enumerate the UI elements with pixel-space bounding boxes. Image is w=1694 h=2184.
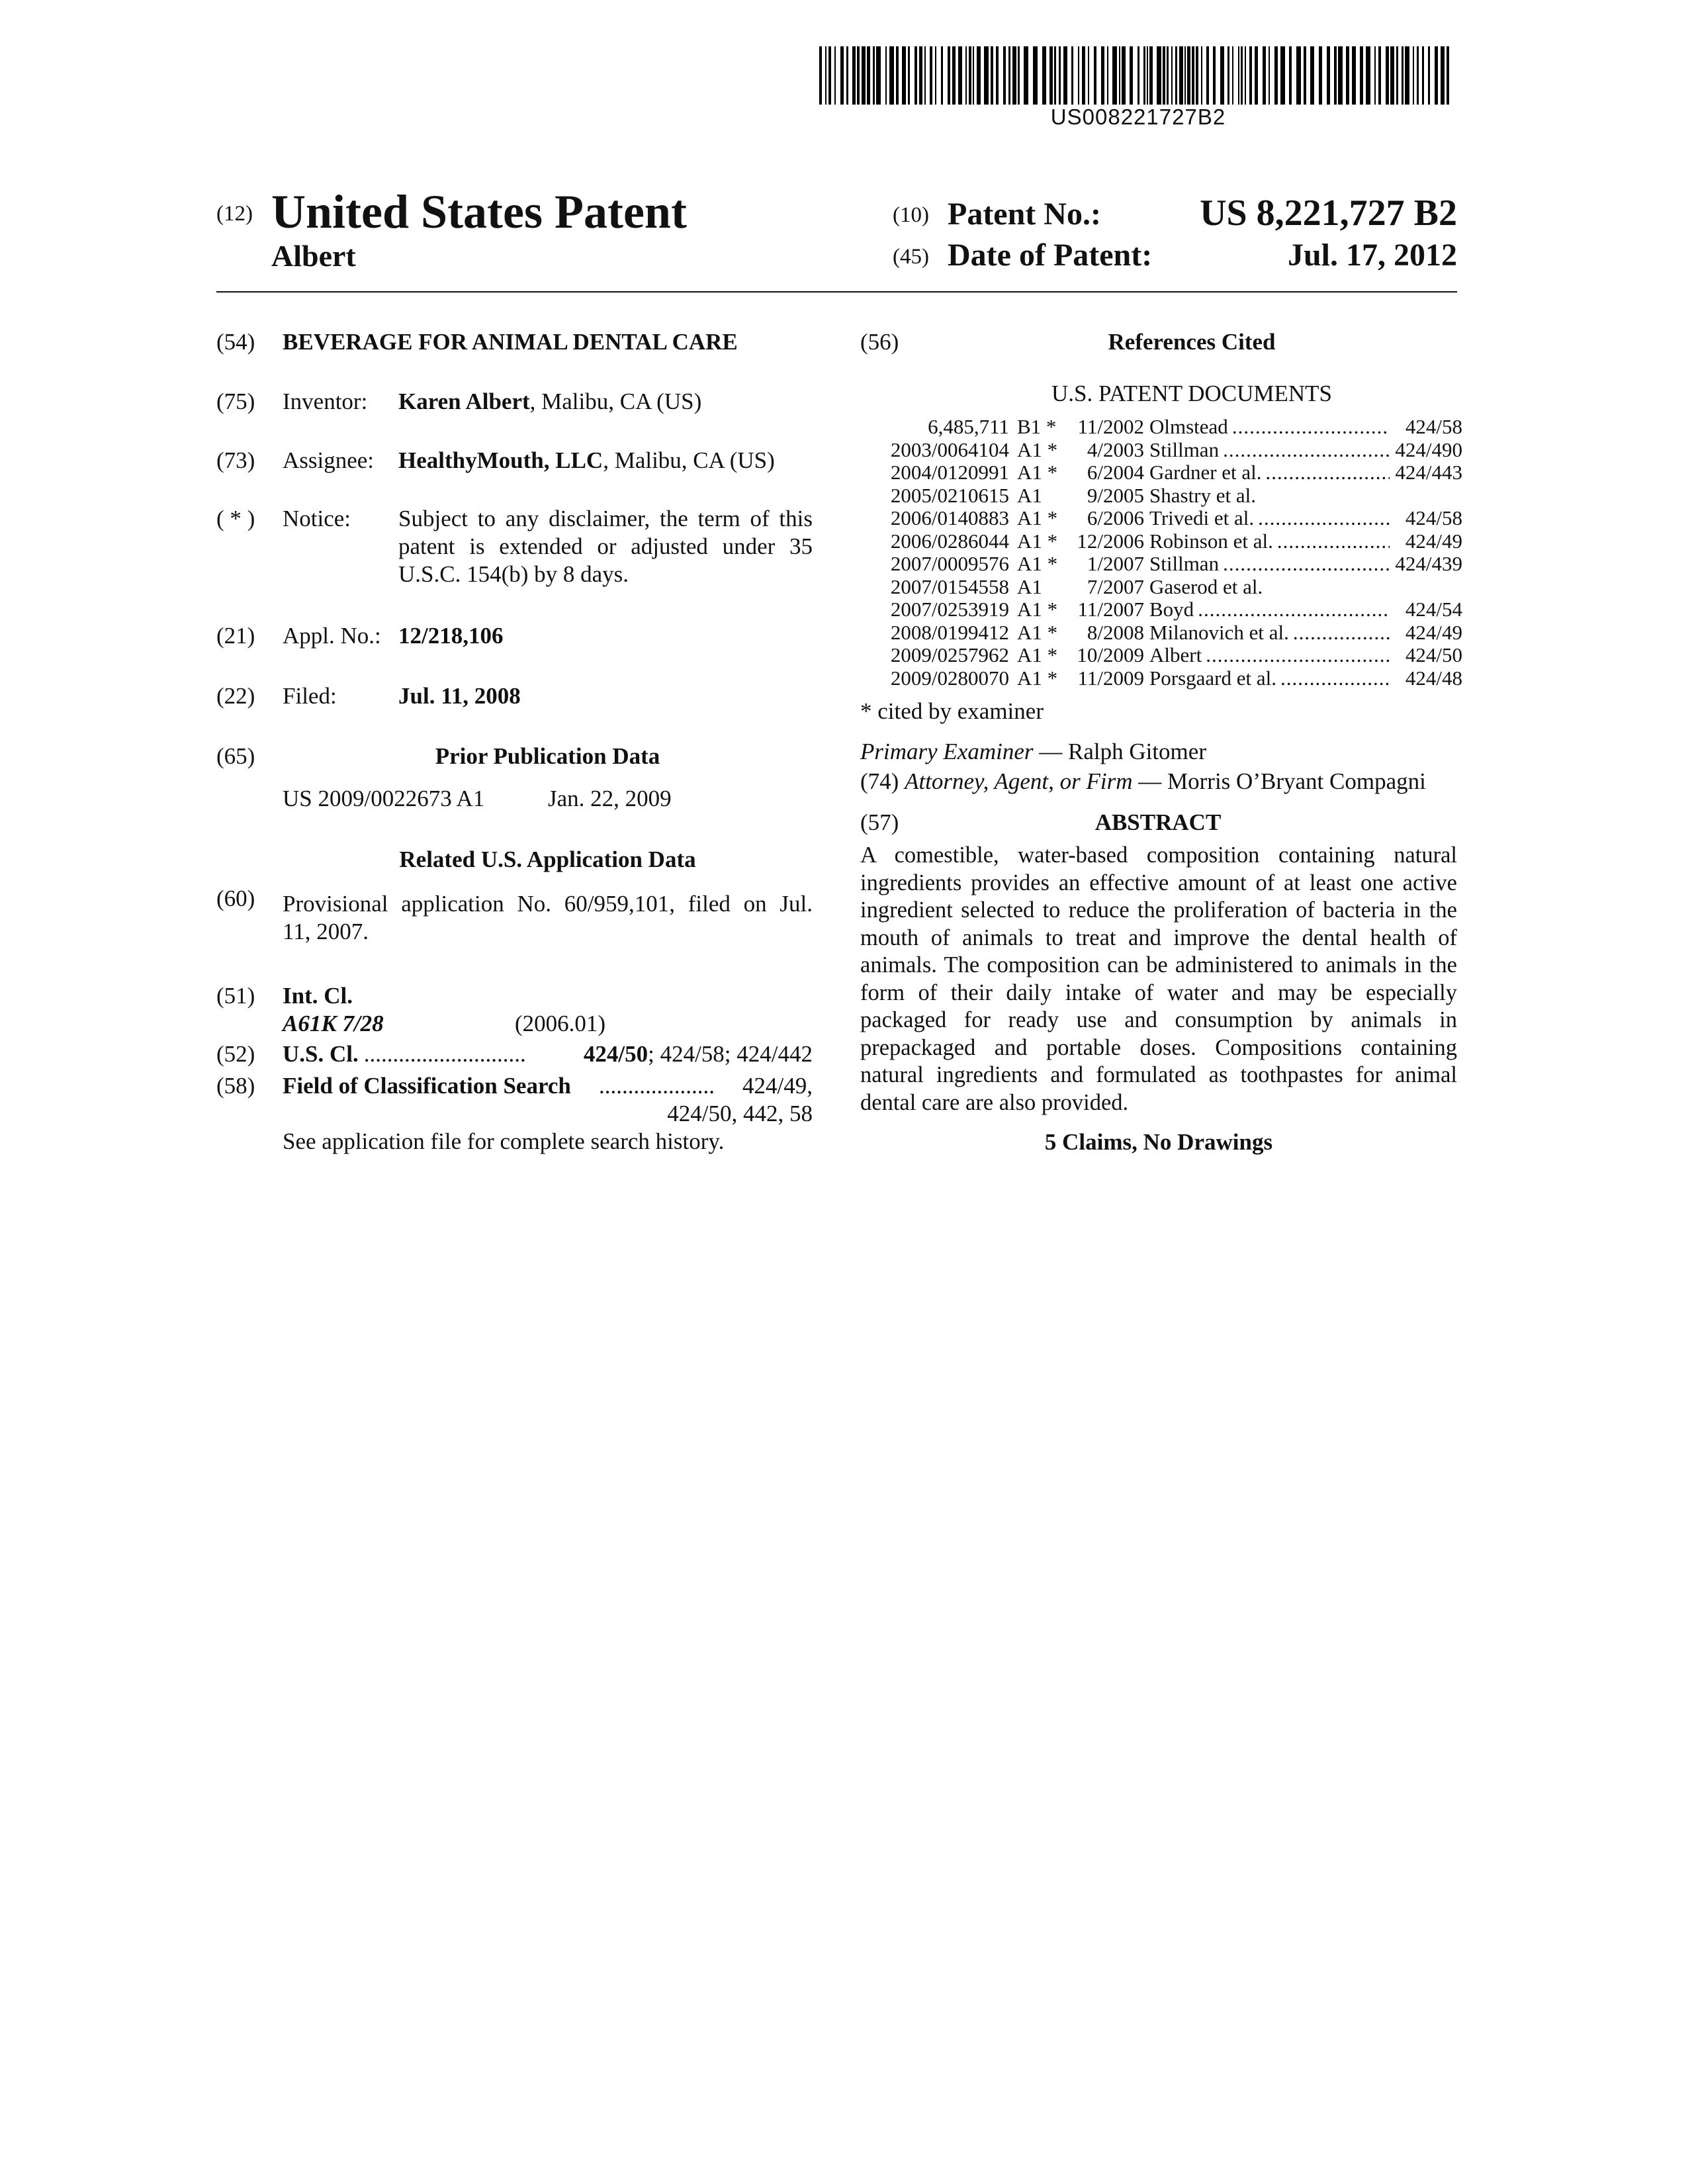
reference-kind: A1 * [1017,437,1058,461]
barcode-bar [862,46,866,105]
barcode-bar [1213,46,1216,105]
reference-name: Olmstead [1149,416,1228,438]
barcode-bar [1175,46,1177,105]
barcode-bar [1137,46,1139,105]
barcode-bar [1018,46,1020,105]
barcode-bar [924,46,926,105]
reference-date: 8/2008 [1087,620,1144,644]
reference-leader [1194,598,1390,621]
document-title: United States Patent [271,185,687,238]
reference-number: 6,485,711 [928,415,1009,438]
barcode-bar [1042,46,1046,105]
provisional-line-1: Provisional application No. 60/959,101, filed on Jul. [283,891,813,917]
prior-publication-number: US 2009/0022673 A1 [283,786,485,811]
barcode-bar [984,46,989,105]
attorney-label: Attorney, Agent, or Firm [905,768,1133,794]
claims-summary: 5 Claims, No Drawings [1044,1129,1273,1155]
barcode-bar [948,46,950,105]
barcode-bar [1441,46,1445,105]
us-cl-main: 424/50 [583,1041,648,1067]
reference-row [860,621,1462,645]
reference-row [860,416,1462,439]
inid-code-21: (21) [216,623,255,649]
barcode-bar [1428,46,1430,105]
barcode-bar [969,46,971,105]
inid-code-51: (51) [216,983,255,1009]
barcode-bar [885,46,887,105]
barcode-bar [1338,46,1343,105]
inid-code-56: (56) [860,329,899,355]
reference-date: 11/2007 [1077,598,1144,621]
attorney-value: — Morris O’Bryant Compagni [1132,768,1426,794]
provisional-line-2: 11, 2007. [283,919,369,944]
assignee-name: HealthyMouth, LLC [398,447,603,473]
inid-code-45: (45) [893,245,929,269]
primary-examiner-name: — Ralph Gitomer [1033,739,1206,764]
reference-date: 7/2007 [1087,574,1144,598]
notice-line-1: Subject to any disclaimer, the term of this [398,506,813,531]
reference-row [860,576,1462,599]
reference-number: 2008/0199412 [890,620,1009,644]
reference-name-cell [1149,507,1462,530]
assignee-label: Assignee: [283,447,375,473]
reference-kind: A1 [1017,483,1042,507]
field-search-leader: .................... [598,1073,715,1099]
reference-class: 424/443 [1395,461,1462,484]
barcode-bar [1187,46,1190,105]
barcode-bar [1167,46,1169,105]
reference-kind: A1 * [1017,643,1058,666]
barcode-bar [1049,46,1053,105]
barcode-bar [896,46,899,105]
reference-row [860,484,1462,508]
barcode-bar [1245,46,1246,105]
reference-kind: A1 * [1017,598,1058,621]
reference-kind: A1 * [1017,666,1058,690]
barcode-bar [1033,46,1038,105]
reference-date: 11/2002 [1077,415,1144,438]
reference-date: 6/2006 [1087,506,1144,529]
notice-label: Notice: [283,506,351,531]
int-cl-class: A61K 7/28 [283,1011,384,1036]
reference-name-cell [1149,439,1462,462]
reference-name: Trivedi et al. [1149,507,1255,529]
reference-row [860,530,1462,553]
barcode-bar [1310,46,1314,105]
barcode-bar [1192,46,1194,105]
reference-row [860,553,1462,576]
barcode-bar [1119,46,1120,105]
reference-row [860,461,1462,484]
barcode-bar [852,46,856,105]
reference-number: 2006/0286044 [890,529,1009,553]
barcode-bar [996,46,999,105]
barcode-bar [973,46,974,105]
reference-row [860,507,1462,530]
barcode-bar [834,46,836,105]
reference-name: Gaserod et al. [1149,575,1263,598]
inid-code-74: (74) [860,768,899,794]
barcode-bar [1206,46,1209,105]
header-divider [216,291,1457,293]
reference-class: 424/49 [1405,621,1462,644]
primary-examiner [860,738,1206,766]
barcode-bar [958,46,962,105]
reference-leader [1289,621,1390,645]
barcode-bar [846,46,848,105]
reference-number: 2006/0140883 [890,506,1009,529]
cited-by-examiner-note: * cited by examiner [860,698,1044,724]
reference-leader [1273,530,1390,553]
barcode-bar [914,46,917,105]
inid-code-10: (10) [893,203,929,227]
field-search-line [283,1072,813,1100]
barcode-bar [1390,46,1394,105]
filed-label: Filed: [283,683,337,709]
barcode-number: US008221727B2 [1050,105,1226,129]
barcode-bar [1196,46,1198,105]
abstract-text: A comestible, water-based composition containing natural ingredients provides an effective amount of at least one active ingredient selected to reduce the proliferation of bacteria in the mouth of animals to treat and improve the dental health of animals. The composition can be administered to animals in the form of their daily intake of water and may be especially packaged for ready use and consumption by animals in prepackaged and portable doses. Compositions containing natural ingredients and formulated as toothpastes for animal dental care are also provided. [860,842,1457,1115]
assignee-place: , Malibu, CA (US) [603,447,775,473]
reference-kind: A1 * [1017,506,1058,529]
inid-code-57: (57) [860,809,899,835]
reference-leader [1202,644,1390,667]
reference-date: 9/2005 [1087,483,1144,507]
reference-number: 2003/0064104 [890,437,1009,461]
barcode-bar [1088,46,1089,105]
reference-leader [1262,461,1390,484]
barcode-bar [1319,46,1322,105]
reference-number: 2007/0009576 [890,552,1009,575]
barcode-bar [1054,46,1056,105]
reference-kind: A1 * [1017,620,1058,644]
field-search-value-2: 424/50, 442, 58 [667,1101,813,1126]
barcode-bar [1012,46,1016,105]
reference-number: 2009/0257962 [890,643,1009,666]
reference-name-cell [1149,461,1462,484]
barcode-bar [1094,46,1096,105]
reference-date: 6/2004 [1087,461,1144,484]
primary-examiner-label: Primary Examiner [860,739,1034,764]
barcode-bar [1112,46,1117,105]
barcode-bar [857,46,860,105]
barcode-bar [1220,46,1224,105]
reference-date: 4/2003 [1087,437,1144,461]
barcode-bar [1232,46,1233,105]
barcode-bar [1366,46,1370,105]
int-cl-year: (2006.01) [515,1011,606,1036]
reference-number: 2007/0253919 [890,598,1009,621]
invention-title: BEVERAGE FOR ANIMAL DENTAL CARE [283,329,738,355]
barcode-bar [867,46,870,105]
barcode-bar [930,46,932,105]
barcode-bar [1082,46,1085,105]
barcode-bar [1130,46,1133,105]
barcode-bar [1179,46,1183,105]
barcode-bar [965,46,967,105]
barcode-bar [1263,46,1266,105]
reference-name: Stillman [1149,553,1220,575]
barcode-bar [1059,46,1061,105]
reference-class: 424/48 [1405,666,1462,690]
references-table [860,416,1462,690]
barcode-bar [1405,46,1409,105]
date-of-patent: Jul. 17, 2012 [1287,238,1457,273]
barcode-bar [1063,46,1067,105]
inid-code-52: (52) [216,1041,255,1067]
barcode-bar [825,46,826,105]
inid-code-54: (54) [216,329,255,355]
reference-name-cell [1149,598,1462,621]
barcode-bar [902,46,906,105]
reference-leader [1254,507,1390,530]
reference-name: Porsgaard et al. [1149,666,1276,690]
barcode-bar [1274,46,1278,105]
barcode-bar [1149,46,1153,105]
barcode-bar [1296,46,1301,105]
barcode-bar [1280,46,1285,105]
inid-code-73: (73) [216,447,255,473]
barcode-bar [1163,46,1165,105]
barcode-bar [1447,46,1449,105]
reference-name-cell [1149,530,1462,553]
inventor-place: , Malibu, CA (US) [529,388,702,414]
barcode-bar [1402,46,1404,105]
barcode-bar [1255,46,1258,105]
reference-name: Shastry et al. [1149,484,1256,507]
reference-name: Gardner et al. [1149,461,1262,484]
reference-number: 2009/0280070 [890,666,1009,690]
inid-code-22: (22) [216,683,255,709]
barcode-bar [1386,46,1389,105]
inid-code-75: (75) [216,388,255,414]
field-search-note: See application file for complete search history. [283,1128,725,1154]
reference-row [860,598,1462,621]
inventor-label: Inventor: [283,388,368,414]
barcode-bar [889,46,894,105]
barcode-bar [1122,46,1126,105]
reference-number: 2005/0210615 [890,483,1009,507]
barcode-bar [1238,46,1239,105]
reference-class: 424/54 [1405,598,1462,621]
us-cl-label: U.S. Cl. [283,1041,359,1067]
barcode-bar [977,46,981,105]
reference-row [860,667,1462,690]
reference-name-cell [1149,644,1462,667]
reference-class: 424/58 [1405,507,1462,529]
reference-name: Albert [1149,644,1202,666]
patent-number: US 8,221,727 B2 [1200,193,1457,234]
reference-number: 2004/0120991 [890,461,1009,484]
appl-no-label: Appl. No.: [283,623,381,649]
notice-line-2: patent is extended or adjusted under 35 [398,533,813,559]
barcode-bar [840,46,844,105]
barcode-bar [1422,46,1424,105]
barcode-bar [1101,46,1104,105]
barcode-bar [1107,46,1108,105]
barcode-bar [1157,46,1161,105]
reference-name-cell [1149,576,1462,599]
date-of-patent-label: Date of Patent: [948,238,1153,273]
reference-class: 424/49 [1405,529,1462,553]
first-inventor-surname: Albert [271,239,356,273]
barcode-bar [1071,46,1073,105]
reference-leader [1219,439,1390,462]
related-application-heading: Related U.S. Application Data [399,846,696,872]
barcode-bar [828,46,831,105]
assignee-value [398,447,775,475]
barcode-bar [1143,46,1145,105]
inid-code-60: (60) [216,886,255,911]
inventor-value [398,388,701,416]
barcode-bar [1024,46,1028,105]
barcode-bar [1378,46,1381,105]
barcode-bar [1241,46,1243,105]
barcode-bar [1304,46,1306,105]
barcode-bar [1184,46,1186,105]
barcode-bar [1435,46,1438,105]
us-patent-documents-heading: U.S. PATENT DOCUMENTS [1051,381,1332,406]
barcode-bar [1374,46,1376,105]
prior-publication-heading: Prior Publication Data [435,743,660,769]
attorney-line [860,768,1426,796]
reference-name-cell [1149,553,1462,576]
barcode-bar [1249,46,1252,105]
barcode-bar [1147,46,1148,105]
reference-leader [1228,416,1390,439]
barcode-bar [908,46,910,105]
reference-number: 2007/0154558 [890,574,1009,598]
reference-name: Stillman [1149,438,1220,461]
barcode-bar [952,46,956,105]
prior-publication-date: Jan. 22, 2009 [548,786,672,811]
patent-number-label: Patent No.: [948,197,1101,232]
references-heading: References Cited [1108,329,1276,355]
appl-no-value: 12/218,106 [398,623,504,649]
field-search-value-1: 424/49, [742,1073,813,1099]
notice-code: ( * ) [216,506,255,531]
field-search-label: Field of Classification Search [283,1073,571,1099]
reference-class: 424/439 [1395,553,1462,575]
barcode-bar [1352,46,1356,105]
barcode-bar [873,46,875,105]
inid-code-65: (65) [216,743,255,769]
reference-name: Robinson et al. [1149,529,1273,553]
abstract-heading: ABSTRACT [1094,809,1222,835]
barcode-bar [1003,46,1006,105]
barcode-bar [1201,46,1202,105]
inid-code-12: (12) [216,202,253,226]
barcode-bar [1078,46,1079,105]
barcode-bar [1269,46,1270,105]
reference-name: Boyd [1149,598,1194,621]
barcode-bar [1413,46,1414,105]
reference-date: 10/2009 [1077,643,1144,666]
barcode-bar [919,46,922,105]
reference-date: 12/2006 [1077,529,1144,553]
reference-class: 424/58 [1405,416,1462,438]
reference-kind: A1 * [1017,552,1058,575]
barcode-bar [819,46,822,105]
reference-kind: A1 [1017,574,1042,598]
reference-row [860,644,1462,667]
reference-leader [1219,553,1390,576]
notice-line-3: U.S.C. 154(b) by 8 days. [398,561,629,587]
barcode-bar [1346,46,1349,105]
reference-kind: B1 * [1017,415,1057,438]
inid-code-58: (58) [216,1073,255,1099]
reference-row [860,439,1462,462]
filed-value: Jul. 11, 2008 [398,683,521,709]
barcode-bar [1396,46,1398,105]
barcode-bar [1008,46,1010,105]
barcode-bar [876,46,881,105]
reference-date: 1/2007 [1087,552,1144,575]
barcode-bar [991,46,993,105]
reference-kind: A1 * [1017,461,1058,484]
inventor-name: Karen Albert [398,388,530,414]
barcode [819,46,1457,105]
barcode-bar [935,46,936,105]
reference-kind: A1 * [1017,529,1058,553]
us-cl-leader: ............................ [363,1041,526,1067]
barcode-bar [1289,46,1292,105]
reference-name-cell [1149,667,1462,690]
reference-name-cell [1149,621,1462,645]
reference-date: 11/2009 [1077,666,1144,690]
barcode-bar [1360,46,1363,105]
reference-class: 424/50 [1405,644,1462,666]
barcode-bar [1227,46,1229,105]
reference-leader [1276,667,1390,690]
reference-class: 424/490 [1395,438,1462,461]
int-cl-label: Int. Cl. [283,983,353,1009]
reference-name-cell [1149,416,1462,439]
us-cl-rest: ; 424/58; 424/442 [648,1041,813,1067]
us-cl-line [283,1040,813,1068]
barcode-bar [1417,46,1419,105]
barcode-bar [1327,46,1330,105]
barcode-bar [941,46,943,105]
barcode-bar [1171,46,1173,105]
reference-name: Milanovich et al. [1149,621,1289,644]
barcode-bar [1334,46,1337,105]
reference-name-cell [1149,484,1462,508]
